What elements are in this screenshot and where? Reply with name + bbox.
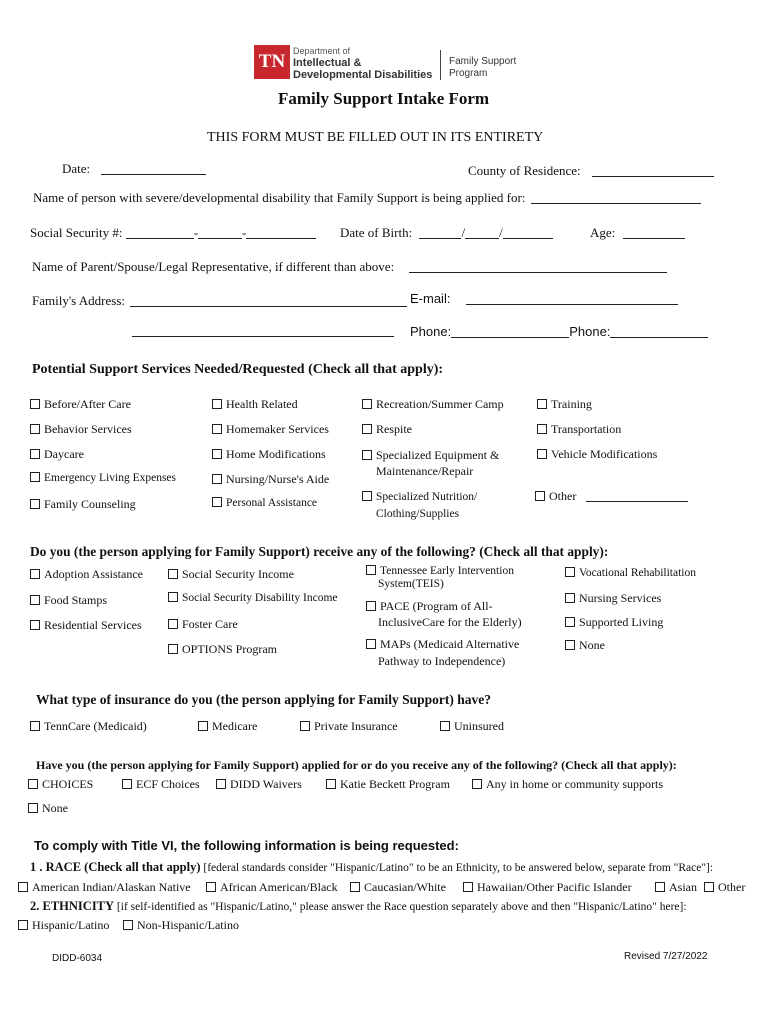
insurance-label: Private Insurance [314, 719, 398, 733]
address-label: Family's Address: [32, 293, 125, 308]
county-input-line[interactable] [592, 175, 714, 177]
ssn-part3-line[interactable] [246, 237, 316, 239]
checkbox[interactable] [366, 639, 376, 649]
insurance-tenncare[interactable] [30, 719, 147, 734]
service-home-modifications[interactable] [212, 447, 326, 462]
checkbox[interactable] [362, 399, 372, 409]
race-option-label: African American/Black [220, 880, 338, 894]
dob-label: Date of Birth: [340, 225, 413, 240]
program-line1: Family Support [449, 56, 517, 67]
checkbox[interactable] [28, 803, 38, 813]
receive-teis[interactable] [366, 565, 514, 591]
checkbox[interactable] [350, 882, 360, 892]
applied-label: ECF Choices [136, 777, 200, 791]
insurance-uninsured[interactable] [440, 719, 504, 734]
service-label: Respite [376, 422, 412, 436]
service-transportation[interactable] [537, 422, 621, 437]
dept-line1: Department of [293, 46, 351, 56]
receive-none[interactable] [565, 638, 605, 653]
applied-label: DIDD Waivers [230, 777, 302, 791]
phone1-label: Phone: [410, 324, 452, 339]
checkbox[interactable] [212, 399, 222, 409]
receive-label: None [579, 638, 605, 652]
ethnicity-label: 2. ETHNICITY [30, 899, 115, 913]
checkbox[interactable] [18, 920, 28, 930]
dob-month-line[interactable] [419, 237, 461, 239]
checkbox[interactable] [212, 424, 222, 434]
email-label: E-mail: [410, 291, 451, 306]
race-note: [federal standards consider "Hispanic/Latino" to be an Ethnicity, to be answered below, separate from "Race"]: [203, 862, 714, 874]
checkbox[interactable] [30, 424, 40, 434]
receive-supported-living[interactable] [565, 615, 663, 630]
race-option-label: Hawaiian/Other Pacific Islander [477, 880, 632, 894]
checkbox[interactable] [198, 721, 208, 731]
service-nursing-aide[interactable] [212, 472, 329, 487]
checkbox[interactable] [537, 449, 547, 459]
applied-katie-beckett[interactable] [326, 777, 450, 792]
checkbox[interactable] [30, 499, 40, 509]
service-label: Transportation [551, 422, 622, 436]
checkbox[interactable] [206, 882, 216, 892]
receive-label: Residential Services [44, 618, 142, 632]
receive-label: Food Stamps [44, 593, 108, 607]
receive-ssi[interactable] [168, 567, 294, 582]
ssn-part1-line[interactable] [126, 237, 194, 239]
race-asian[interactable] [655, 880, 697, 895]
race-caucasian[interactable] [350, 880, 446, 895]
service-label: Health Related [226, 397, 298, 411]
race-hawaiian[interactable] [463, 880, 632, 895]
race-american-indian[interactable] [18, 880, 191, 895]
applied-ecf-choices[interactable] [122, 777, 200, 792]
receive-label: Foster Care [182, 617, 238, 631]
receive-label: Adoption Assistance [44, 567, 143, 581]
person-name-field [33, 190, 701, 206]
service-label: Recreation/Summer Camp [376, 397, 504, 411]
applied-home-community[interactable] [472, 777, 663, 792]
service-family-counseling[interactable] [30, 497, 136, 512]
receive-label: Tennessee Early Intervention [380, 565, 514, 577]
insurance-heading: What type of insurance do you (the person applying for Family Support) have? [36, 692, 492, 707]
service-label: Family Counseling [44, 497, 136, 511]
insurance-medicare[interactable] [198, 719, 257, 734]
applied-label: Katie Beckett Program [340, 777, 450, 791]
service-respite[interactable] [362, 422, 412, 437]
receive-label: Vocational Rehabilitation [579, 567, 696, 579]
receive-residential[interactable] [30, 618, 142, 633]
dept-line2: Intellectual & [293, 57, 362, 69]
receive-maps[interactable] [366, 636, 519, 670]
checkbox[interactable] [537, 399, 547, 409]
form-subtitle: THIS FORM MUST BE FILLED OUT IN ITS ENTIRETY [207, 130, 544, 145]
services-heading: Potential Support Services Needed/Requested (Check all that apply): [32, 362, 444, 377]
email-field [410, 291, 678, 306]
receive-label-cont: Pathway to Independence) [378, 654, 506, 668]
checkbox[interactable] [18, 882, 28, 892]
checkbox[interactable] [30, 620, 40, 630]
service-recreation-camp[interactable] [362, 397, 504, 412]
checkbox[interactable] [30, 569, 40, 579]
checkbox[interactable] [212, 497, 222, 507]
race-option-label: American Indian/Alaskan Native [32, 880, 191, 894]
tn-logo-mark: TN [254, 45, 290, 79]
applied-label: CHOICES [42, 777, 94, 791]
service-label-cont: Clothing/Supplies [376, 508, 460, 520]
address-line1[interactable] [130, 305, 407, 307]
service-label: Behavior Services [44, 422, 132, 436]
checkbox[interactable] [30, 595, 40, 605]
ssn-part2-line[interactable] [198, 237, 242, 239]
checkbox[interactable] [565, 640, 575, 650]
receive-nursing-services[interactable] [565, 591, 661, 606]
service-training[interactable] [537, 397, 592, 412]
receive-label: Social Security Income [182, 567, 294, 581]
person-name-label: Name of person with severe/developmental disability that Family Support is being applied for: [33, 190, 526, 205]
ethnicity-option-label: Hispanic/Latino [32, 918, 110, 932]
title6-heading: To comply with Title VI, the following information is being requested: [34, 838, 459, 853]
dept-name [293, 45, 432, 81]
service-emergency-living[interactable] [30, 472, 176, 484]
service-homemaker[interactable] [212, 422, 329, 437]
dept-line3: Developmental Disabilities [293, 69, 433, 81]
receive-adoption[interactable] [30, 567, 143, 582]
receive-label: OPTIONS Program [182, 642, 277, 656]
dob-day-line[interactable] [465, 237, 499, 239]
revised-date: Revised 7/27/2022 [624, 951, 708, 962]
checkbox[interactable] [30, 721, 40, 731]
service-label: Before/After Care [44, 397, 131, 411]
checkbox[interactable] [655, 882, 665, 892]
race-option-label: Asian [669, 880, 697, 894]
checkbox[interactable] [472, 779, 482, 789]
checkbox[interactable] [168, 592, 178, 602]
phone-field [410, 324, 708, 339]
logo-divider [440, 50, 441, 80]
phone2-input-line[interactable] [610, 336, 708, 338]
receive-heading: Do you (the person applying for Family Support) receive any of the following? (Check all that apply): [30, 544, 609, 559]
receive-vocational[interactable] [565, 567, 696, 579]
race-label: 1 . RACE (Check all that apply) [30, 860, 201, 874]
service-label: Specialized Nutrition/ [376, 491, 478, 503]
parent-label: Name of Parent/Spouse/Legal Representative, if different than above: [32, 259, 395, 274]
receive-label: Nursing Services [579, 591, 662, 605]
ssn-dash: - [193, 225, 199, 240]
ethnicity-question [30, 899, 687, 914]
race-question [30, 860, 713, 875]
county-field [468, 163, 714, 179]
receive-ssdi[interactable] [168, 592, 338, 604]
service-label: Nursing/Nurse's Aide [226, 472, 330, 486]
email-input-line[interactable] [466, 303, 678, 305]
service-label: Specialized Equipment & [376, 448, 500, 462]
ethnicity-hispanic[interactable] [18, 918, 109, 933]
service-specialized-equipment[interactable] [362, 447, 499, 479]
checkbox[interactable] [362, 424, 372, 434]
service-vehicle-modifications[interactable] [537, 447, 657, 462]
insurance-label: Uninsured [454, 719, 504, 733]
date-input-line[interactable] [101, 173, 206, 175]
checkbox[interactable] [168, 644, 178, 654]
service-label: Home Modifications [226, 447, 326, 461]
ssn-dash: - [242, 225, 247, 240]
receive-options[interactable] [168, 642, 277, 657]
logo [254, 45, 432, 81]
ethnicity-note: [if self-identified as "Hispanic/Latino," please answer the Race question separately above and then "Hispanic/Latino" here]: [116, 901, 687, 913]
checkbox[interactable] [30, 399, 40, 409]
phone2-label: Phone: [569, 324, 611, 339]
program-name [449, 56, 516, 80]
checkbox[interactable] [212, 449, 222, 459]
checkbox[interactable] [300, 721, 310, 731]
receive-label-cont: System(TEIS) [378, 578, 444, 590]
ethnicity-non-hispanic[interactable] [123, 918, 239, 933]
race-other[interactable] [704, 880, 745, 895]
service-label: Daycare [44, 447, 84, 461]
receive-label: Social Security Disability Income [182, 592, 338, 604]
checkbox[interactable] [362, 491, 372, 501]
date-field [62, 161, 206, 177]
applied-label: None [42, 801, 68, 815]
race-african-american[interactable] [206, 880, 338, 895]
age-field [590, 225, 685, 241]
checkbox[interactable] [366, 601, 376, 611]
other-input-line[interactable] [586, 500, 688, 502]
checkbox[interactable] [565, 593, 575, 603]
receive-label: PACE (Program of All- [380, 599, 493, 613]
county-label: County of Residence: [468, 163, 581, 178]
applied-choices[interactable] [28, 777, 93, 792]
service-health-related[interactable] [212, 397, 298, 412]
checkbox[interactable] [30, 472, 40, 482]
applied-label: Any in home or community supports [486, 777, 663, 791]
ssn-field [30, 225, 316, 241]
checkbox[interactable] [326, 779, 336, 789]
insurance-private[interactable] [300, 719, 398, 734]
service-label: Other [549, 489, 577, 503]
ethnicity-option-label: Non-Hispanic/Latino [137, 918, 239, 932]
checkbox[interactable] [463, 882, 473, 892]
parent-field [32, 259, 667, 275]
checkbox[interactable] [123, 920, 133, 930]
form-title: Family Support Intake Form [278, 89, 490, 108]
age-label: Age: [590, 225, 616, 240]
phone1-input-line[interactable] [451, 336, 569, 338]
checkbox[interactable] [565, 567, 575, 577]
parent-input-line[interactable] [409, 271, 667, 273]
applied-none[interactable] [28, 801, 68, 816]
dob-slash: / [499, 225, 503, 240]
address-line2[interactable] [132, 336, 394, 337]
dob-slash: / [461, 225, 466, 240]
service-label: Personal Assistance [226, 497, 318, 509]
applied-didd-waivers[interactable] [216, 777, 302, 792]
checkbox[interactable] [30, 449, 40, 459]
checkbox[interactable] [28, 779, 38, 789]
receive-foster-care[interactable] [168, 617, 238, 632]
insurance-label: Medicare [212, 719, 258, 733]
checkbox[interactable] [440, 721, 450, 731]
checkbox[interactable] [168, 619, 178, 629]
service-other[interactable] [535, 489, 688, 504]
service-behavior-services[interactable] [30, 422, 132, 437]
checkbox[interactable] [216, 779, 226, 789]
service-personal-assistance[interactable] [212, 497, 317, 509]
service-label-cont: Maintenance/Repair [376, 464, 474, 478]
dob-year-line[interactable] [503, 237, 553, 239]
address-field [32, 293, 407, 309]
applied-heading: Have you (the person applying for Family Support) applied for or do you receive any of the following? (Check all that apply): [36, 758, 677, 772]
age-input-line[interactable] [623, 237, 685, 239]
date-label: Date: [62, 161, 91, 176]
service-label: Vehicle Modifications [551, 447, 658, 461]
receive-food-stamps[interactable] [30, 593, 107, 608]
person-name-input-line[interactable] [531, 202, 701, 204]
insurance-label: TennCare (Medicaid) [44, 719, 147, 733]
service-daycare[interactable] [30, 447, 84, 462]
dob-field [340, 225, 553, 241]
form-id: DIDD-6034 [52, 953, 103, 964]
service-before-after-care[interactable] [30, 397, 131, 412]
ssn-label: Social Security #: [30, 225, 123, 240]
checkbox[interactable] [704, 882, 714, 892]
checkbox[interactable] [537, 424, 547, 434]
checkbox[interactable] [535, 491, 545, 501]
service-specialized-nutrition[interactable] [362, 489, 477, 523]
program-line2: Program [449, 68, 488, 79]
receive-label: MAPs (Medicaid Alternative [380, 637, 520, 651]
checkbox[interactable] [212, 474, 222, 484]
receive-label: Supported Living [579, 615, 664, 629]
receive-label-cont: InclusiveCare for the Elderly) [378, 615, 522, 629]
checkbox[interactable] [565, 617, 575, 627]
checkbox[interactable] [168, 569, 178, 579]
race-option-label: Other [718, 880, 746, 894]
service-label: Homemaker Services [226, 422, 329, 436]
race-option-label: Caucasian/White [364, 880, 446, 894]
checkbox[interactable] [366, 565, 376, 575]
service-label: Training [551, 397, 592, 411]
checkbox[interactable] [122, 779, 132, 789]
receive-pace[interactable] [366, 598, 522, 630]
checkbox[interactable] [362, 450, 372, 460]
service-label: Emergency Living Expenses [44, 472, 177, 484]
